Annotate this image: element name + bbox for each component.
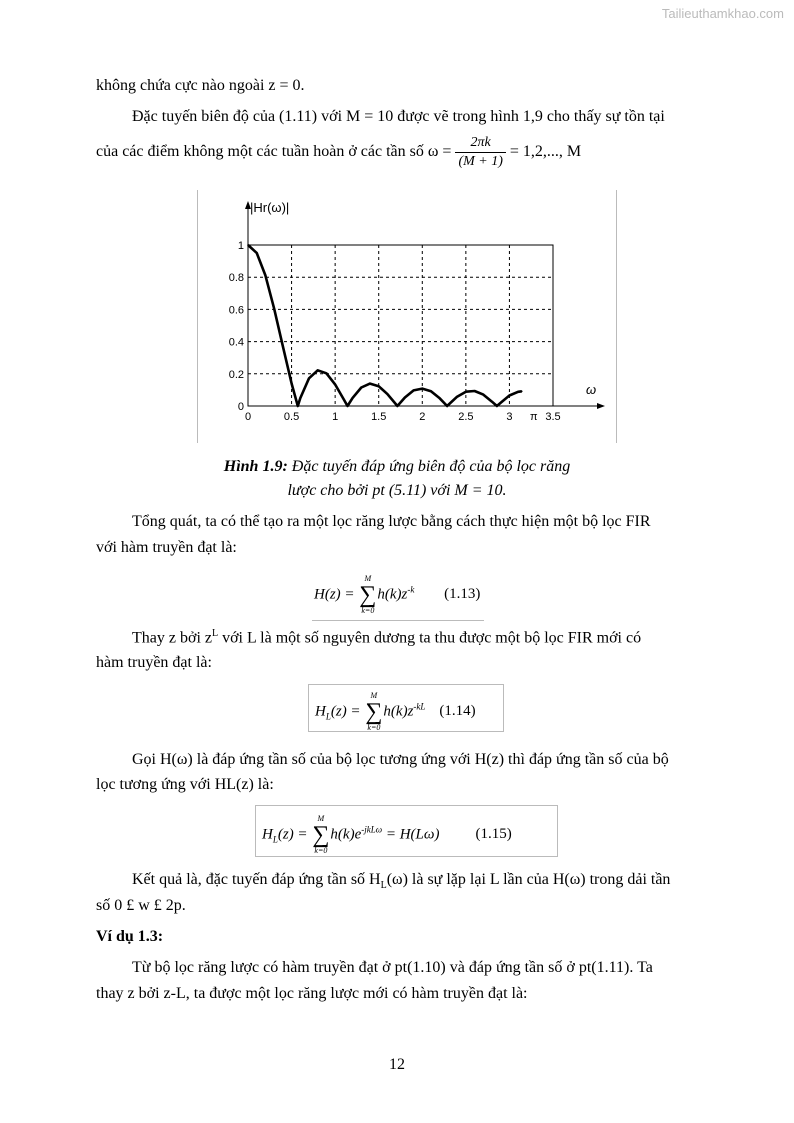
y-tick-label: 0.8 (228, 272, 244, 285)
paragraph: với hàm truyền đạt là: (96, 539, 237, 556)
data-point (413, 390, 415, 392)
data-point (352, 397, 354, 399)
y-tick-label: 1 (237, 240, 244, 252)
equation-number: (1.14) (439, 703, 476, 720)
caption-text: Đặc tuyến đáp ứng biên độ của bộ lọc răng (287, 458, 571, 475)
series-line (248, 245, 522, 406)
pi-label: π (529, 411, 538, 423)
eq-lhs: (z) = (277, 826, 312, 843)
paragraph: lọc tương ứng với HL(z) là: (96, 776, 274, 793)
caption-label: Hình 1.9: (223, 458, 288, 475)
eq-lhs: H(z) = (314, 586, 359, 603)
data-point (500, 402, 502, 404)
eq-exponent: -k (407, 584, 415, 595)
equation-number: (1.13) (444, 586, 481, 603)
eq-lhs: (z) = (330, 703, 365, 720)
y-tick-label: 0.2 (228, 368, 244, 381)
data-point (299, 397, 301, 399)
y-tick-label: 0 (237, 401, 244, 413)
data-point (334, 384, 336, 386)
subscript: L (380, 880, 387, 892)
eq-rhs: = H(Lω) (382, 826, 440, 843)
data-point (509, 395, 511, 397)
text: Kết quả là, đặc tuyến đáp ứng tần số H (132, 871, 381, 888)
eq-exponent: -kL (413, 701, 426, 712)
x-tick-label: 3.5 (545, 411, 561, 423)
equation-1-15 (255, 805, 558, 857)
sum-top: M (370, 691, 378, 700)
x-tick-label: 0.5 (283, 411, 300, 423)
text: (ω) là sự lặp lại L lần của H(ω) trong dải tần (386, 871, 671, 888)
data-point (397, 405, 399, 407)
eq-rhs: h(k)z (377, 586, 408, 603)
data-point (404, 397, 406, 399)
eq-subscript: L (325, 711, 331, 722)
sum-bottom: k=0 (361, 606, 375, 615)
x-tick-label: 3 (506, 411, 513, 423)
fraction (455, 134, 505, 171)
data-point (446, 405, 448, 407)
data-point (421, 388, 423, 390)
data-point (465, 391, 467, 393)
x-axis-arrow (597, 403, 605, 409)
paragraph: Từ bộ lọc răng lược có hàm truyền đạt ở pt(1.10) và đáp ứng tần số ở pt(1.11). Ta (132, 959, 653, 976)
sum-symbol: M ∑ k=0 (365, 691, 383, 732)
sum-bottom: k=0 (367, 723, 381, 732)
paragraph: Gọi H(ω) là đáp ứng tần số của bộ lọc tương ứng với H(z) thì đáp ứng tần số của bộ (132, 751, 669, 768)
sum-bottom: k=0 (314, 846, 328, 855)
y-tick-label: 0.4 (228, 336, 244, 349)
paragraph: thay z bởi z-L, ta được một lọc răng lược mới có hàm truyền đạt là: (96, 985, 528, 1002)
data-point (256, 252, 258, 254)
x-tick-label: 1 (332, 411, 339, 423)
eq-lhs: H (315, 703, 326, 720)
paragraph: không chứa cực nào ngoài z = 0. (96, 77, 305, 94)
text: của các điểm không một các tuần hoàn ở các tần số ω = (96, 143, 452, 161)
figure-caption-line2: lược cho bởi pt (5.11) với M = 10. (287, 482, 507, 499)
y-axis-label: |Hr(ω)| (250, 200, 290, 215)
data-point (369, 383, 371, 385)
data-point (291, 383, 293, 385)
sum-symbol: M ∑ k=0 (312, 814, 330, 855)
data-point (347, 405, 349, 407)
paragraph: số 0 £ w £ 2p. (96, 897, 186, 914)
data-point (496, 405, 498, 407)
text: Thay z bởi z (132, 629, 212, 647)
page-number: 12 (389, 1056, 405, 1073)
plot-border (248, 245, 553, 406)
fraction-denominator: (M + 1) (458, 154, 503, 169)
eq-lhs: H (262, 826, 273, 843)
equation-1-14 (308, 684, 504, 732)
figure-caption (0, 458, 794, 476)
x-tick-label: 2.5 (458, 411, 474, 423)
data-point (521, 391, 523, 393)
paragraph (132, 628, 641, 647)
data-point (265, 275, 267, 277)
sum-symbol: M ∑ k=0 (359, 574, 377, 615)
data-point (491, 401, 493, 403)
x-axis-label: ω (586, 382, 597, 397)
data-point (456, 396, 458, 398)
watermark: Tailieuthamkhao.com (661, 6, 784, 21)
data-point (482, 394, 484, 396)
data-point (247, 244, 249, 246)
data-point (360, 387, 362, 389)
data-point (387, 393, 389, 395)
data-point (326, 373, 328, 375)
paragraph: Đặc tuyến biên độ của (1.11) với M = 10 được vẽ trong hình 1,9 cho thấy sự tồn tại (132, 108, 665, 125)
data-point (430, 390, 432, 392)
sum-top: M (364, 574, 372, 583)
fraction-numerator: 2πk (455, 134, 505, 153)
paragraph (132, 871, 670, 891)
paragraph (96, 134, 581, 171)
text: = 1,2,..., M (509, 143, 582, 161)
example-heading: Ví dụ 1.3: (96, 928, 164, 945)
eq-rhs: h(k)z (383, 703, 414, 720)
eq-rhs: h(k)e (330, 826, 362, 843)
sum-top: M (317, 814, 325, 823)
data-point (308, 378, 310, 380)
eq-subscript: L (272, 834, 278, 845)
equation-1-13 (312, 574, 484, 621)
x-tick-label: 1.5 (371, 411, 387, 423)
data-point (317, 369, 319, 371)
superscript: L (211, 628, 219, 639)
data-point (439, 397, 441, 399)
data-point (517, 391, 519, 393)
paragraph: Tổng quát, ta có thể tạo ra một lọc răng lược bằng cách thực hiện một bộ lọc FIR (132, 513, 651, 530)
data-point (474, 390, 476, 392)
data-point (378, 385, 380, 387)
x-tick-label: 2 (419, 411, 426, 423)
text: với L là một số nguyên dương ta thu được một bộ lọc FIR mới có (218, 629, 642, 647)
data-point (343, 399, 345, 401)
data-point (297, 405, 299, 407)
y-tick-label: 0.6 (228, 304, 244, 317)
equation-number: (1.15) (475, 826, 512, 843)
data-point (282, 346, 284, 348)
eq-exponent: -jkLω (361, 824, 383, 835)
magnitude-response-chart (197, 190, 615, 443)
data-point (273, 308, 275, 310)
paragraph: hàm truyền đạt là: (96, 654, 212, 671)
x-tick-label: 0 (244, 411, 252, 423)
